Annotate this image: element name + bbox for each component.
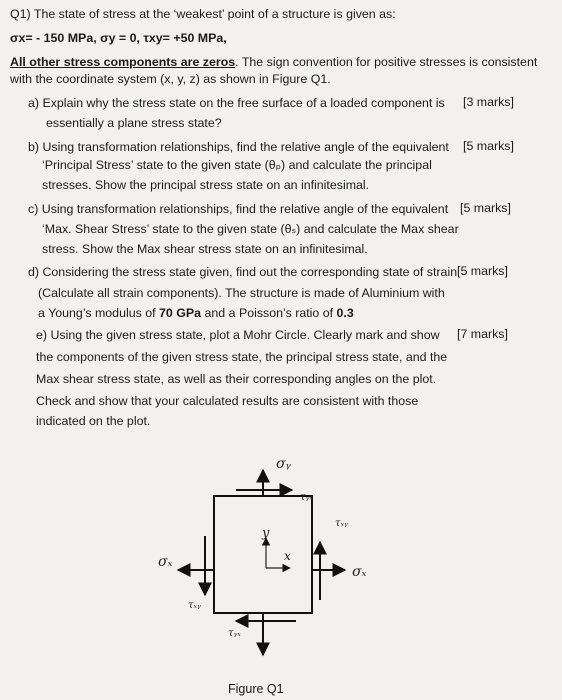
part-e-line-3: Max shear stress state, as well as their corresponding angles on the plot. <box>36 372 437 386</box>
part-c-line-3: stress. Show the Max shear stress state on an infinitesimal. <box>42 242 368 256</box>
poisson-text: and a Poisson’s ratio of <box>201 306 337 320</box>
tau-yx-bottom-label: τᵧₓ <box>228 628 241 639</box>
sign-convention-text: . The sign convention for positive stresses is consistent <box>235 55 538 69</box>
part-e-line-4: Check and show that your calculated results are consistent with those <box>36 394 419 408</box>
other-components-zero: All other stress components are zeros <box>10 55 236 69</box>
coordinate-system-line: with the coordinate system (x, y, z) as shown in Figure Q1. <box>10 72 331 86</box>
figure-caption: Figure Q1 <box>228 682 284 696</box>
part-d-marks: [5 marks] <box>457 264 508 278</box>
y-axis-label: y <box>262 526 270 541</box>
part-a-line-2: essentially a plane stress state? <box>46 116 222 130</box>
part-c-line-1: c) Using transformation relationships, find the relative angle of the equivalent <box>28 202 449 216</box>
part-e-line-1: e) Using the given stress state, plot a Mohr Circle. Clearly mark and show <box>36 328 440 342</box>
sigma-y-label: σᵧ <box>276 456 291 472</box>
part-a-marks: [3 marks] <box>463 95 514 109</box>
sigma-x-right-label: σₓ <box>352 564 367 580</box>
poisson-value: 0.3 <box>336 306 354 320</box>
youngs-modulus-text: a Young’s modulus of <box>38 306 160 320</box>
youngs-modulus-value: 70 GPa <box>159 306 202 320</box>
part-b-line-2: ‘Principal Stress’ state to the given state (θₚ) and calculate the principal <box>42 158 432 172</box>
part-b-line-1: b) Using transformation relationships, find the relative angle of the equivalent <box>28 140 449 154</box>
tau-xy-left-label: τₓᵧ <box>188 600 201 611</box>
part-e-line-5: indicated on the plot. <box>36 414 151 428</box>
part-e-marks: [7 marks] <box>457 327 508 341</box>
part-b-marks: [5 marks] <box>463 139 514 153</box>
sigma-x-left-label: σₓ <box>158 554 173 570</box>
question-intro: Q1) The state of stress at the ‘weakest’ point of a structure is given as: <box>10 7 396 21</box>
part-b-line-3: stresses. Show the principal stress state on an infinitesimal. <box>42 178 370 192</box>
part-e-line-2: the components of the given stress state, the principal stress state, and the <box>36 350 448 364</box>
x-axis-label: x <box>284 549 291 563</box>
stress-element-square <box>214 496 312 613</box>
given-stress-state: σx= - 150 MPa, σy = 0, τxy= +50 MPa, <box>10 31 227 45</box>
part-c-marks: [5 marks] <box>460 201 511 215</box>
part-c-line-2: ‘Max. Shear Stress’ state to the given state (θₛ) and calculate the Max shear <box>42 222 459 236</box>
tau-xy-right-label: τₓᵧ <box>335 518 348 529</box>
part-d-line-1: d) Considering the stress state given, find out the corresponding state of strain <box>28 265 458 279</box>
tau-yx-top-label: τᵧₓ <box>300 492 313 503</box>
part-d-line-2: (Calculate all strain components). The structure is made of Aluminium with <box>38 286 445 300</box>
part-a-line-1: a) Explain why the stress state on the free surface of a loaded component is <box>28 96 445 110</box>
